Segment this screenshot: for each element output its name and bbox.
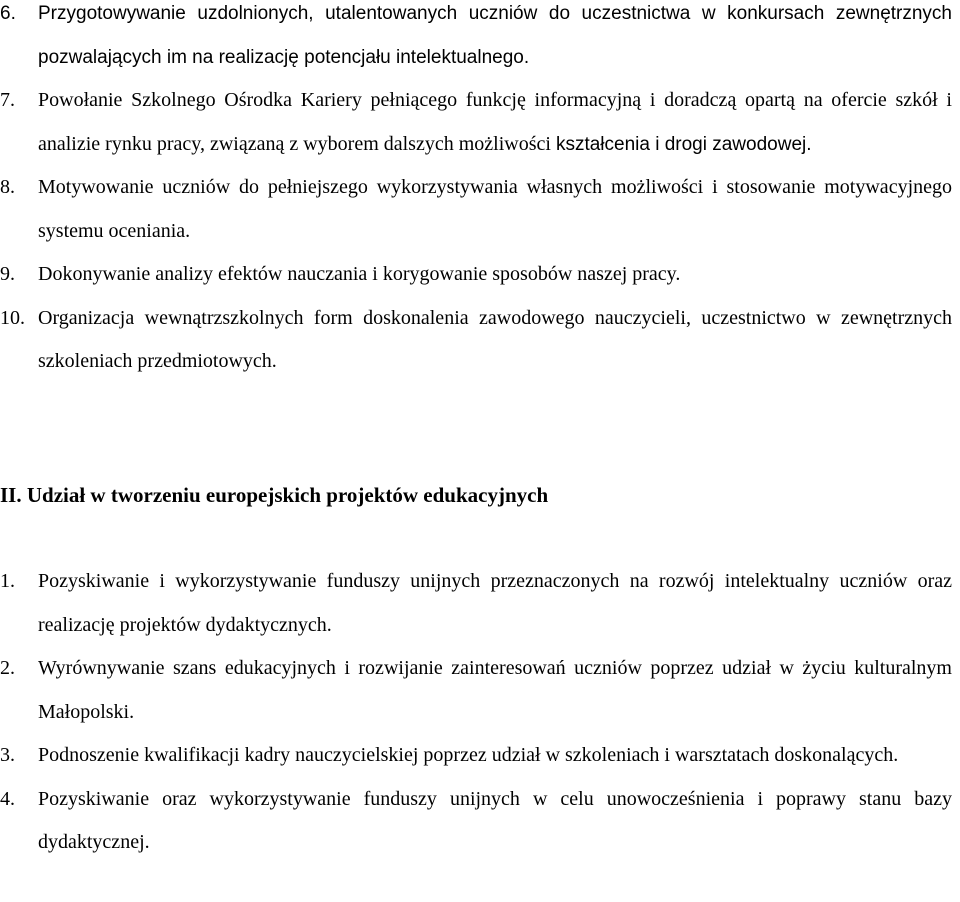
- list-item-text-continuation: kształcenia i drogi zawodowej.: [555, 133, 812, 155]
- list-item-number: 7.: [0, 89, 15, 111]
- list-item-4: [0, 778, 956, 865]
- list-item-text: Pozyskiwanie i wykorzystywanie funduszy unijnych przeznaczonych na rozwój intelektualny uczniów oraz realizację projektów dydaktycznych.: [38, 570, 952, 636]
- list-item-text: Motywowanie uczniów do pełniejszego wykorzystywania własnych możliwości i stosowanie motywacyjnego systemu oceniania.: [38, 176, 952, 242]
- list-item-1: [0, 560, 956, 647]
- list-item-8: [0, 166, 956, 253]
- list-item-2: [0, 647, 956, 734]
- goals-list-part-1: [0, 0, 956, 384]
- list-item-text: Wyrównywanie szans edukacyjnych i rozwijanie zainteresowań uczniów poprzez udział w życiu kulturalnym Małopolski.: [38, 657, 952, 723]
- list-item-number: 4.: [0, 787, 15, 810]
- list-item-text: Dokonywanie analizy efektów nauczania i korygowanie sposobów naszej pracy.: [38, 263, 681, 285]
- list-item-text: Podnoszenie kwalifikacji kadry nauczycielskiej poprzez udział w szkoleniach i warsztatach doskonalących.: [38, 744, 899, 766]
- list-item-number: 2.: [0, 657, 15, 679]
- list-item-text: Przygotowywanie uzdolnionych, utalentowanych uczniów do uczestnictwa w konkursach zewnętrznych pozwalających im na realizację potencjału intelektualnego.: [38, 3, 952, 68]
- list-item-text: Powołanie Szkolnego Ośrodka Kariery pełniącego funkcję informacyjną i doradczą opartą na ofercie szkół i analizie rynku pracy, związaną z wyborem dalszych możliwości: [38, 89, 952, 155]
- list-item-number: 10.: [0, 306, 25, 329]
- section-heading: II. Udział w tworzeniu europejskich projektów edukacyjnych: [0, 483, 549, 507]
- goals-list-part-2: [0, 560, 956, 865]
- list-item-text: Organizacja wewnątrzszkolnych form doskonalenia zawodowego nauczycieli, uczestnictwo w zewnętrznych szkoleniach przedmiotowych.: [38, 306, 952, 372]
- list-item-3: [0, 734, 956, 778]
- list-item-number: 3.: [0, 744, 15, 766]
- list-item-number: 1.: [0, 570, 15, 592]
- list-item-text: Pozyskiwanie oraz wykorzystywanie funduszy unijnych w celu unowocześnienia i poprawy stanu bazy dydaktycznej.: [38, 787, 952, 853]
- list-item-number: 9.: [0, 263, 15, 285]
- list-item-9: [0, 253, 956, 297]
- list-item-number: 8.: [0, 176, 15, 198]
- list-item-10: [0, 297, 956, 384]
- list-item-number: 6.: [0, 3, 16, 24]
- list-item-6: [0, 0, 956, 79]
- list-item-7: [0, 79, 956, 166]
